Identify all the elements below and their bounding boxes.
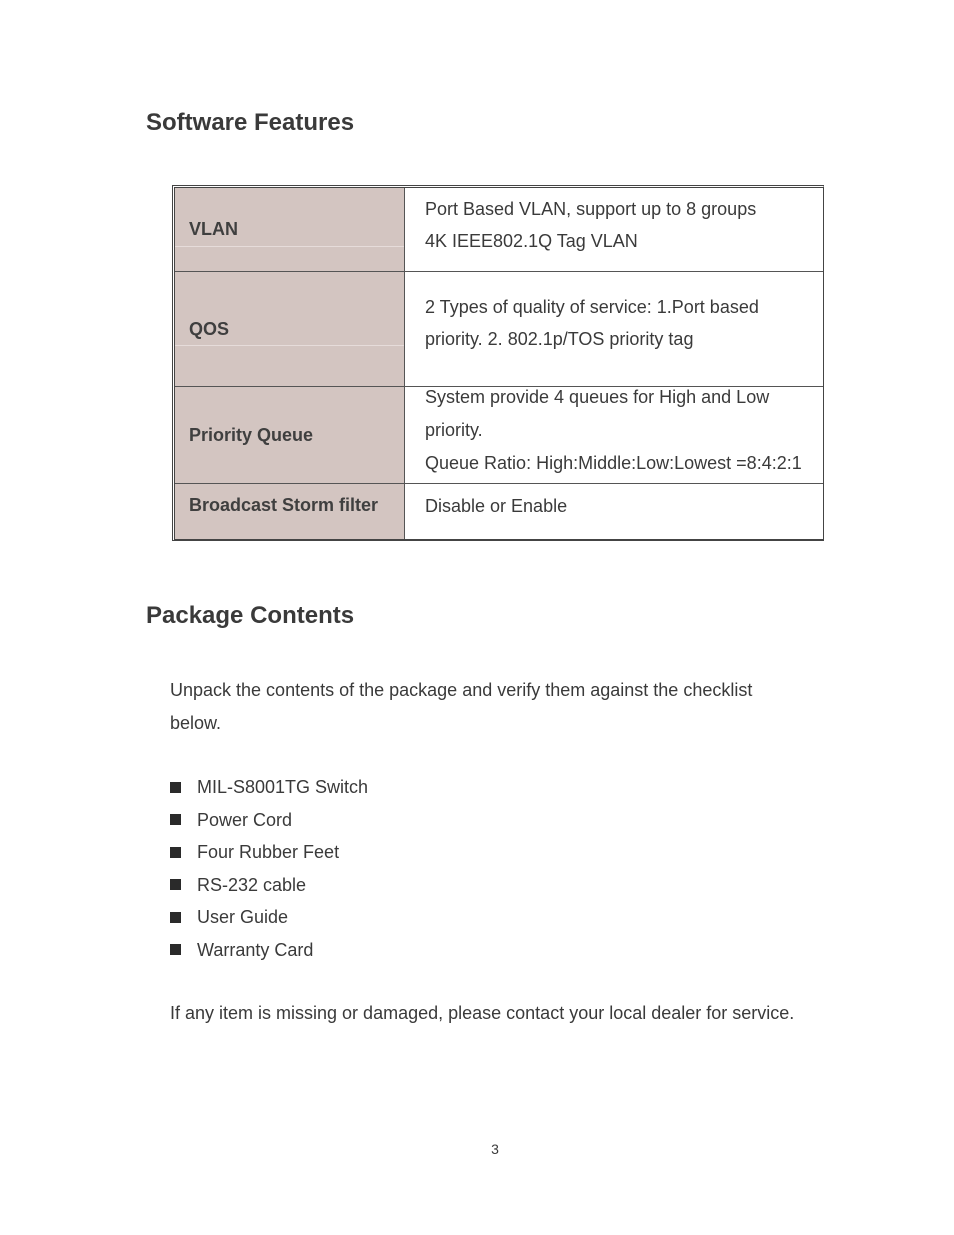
feature-description xyxy=(405,484,823,539)
list-item xyxy=(170,804,368,837)
feature-name xyxy=(175,387,405,483)
list-item-text: Power Cord xyxy=(197,809,293,830)
description-line: priority. 2. 802.1p/TOS priority tag xyxy=(425,329,694,349)
description-line: 4K IEEE802.1Q Tag VLAN xyxy=(425,231,638,251)
list-item-text: MIL-S8001TG Switch xyxy=(197,777,369,797)
list-item-text: User Guide xyxy=(197,907,289,927)
package-checklist xyxy=(170,771,368,966)
description-line: Disable or Enable xyxy=(425,496,568,516)
paragraph-line: below. xyxy=(170,713,222,733)
description-line: 2 Types of quality of service: 1.Port based xyxy=(425,297,759,317)
feature-name xyxy=(175,188,405,271)
feature-description xyxy=(405,381,823,483)
feature-description xyxy=(405,188,823,271)
package-contents-heading: Package Contents xyxy=(146,602,355,629)
feature-name-text: QOS xyxy=(189,318,230,339)
square-bullet-icon xyxy=(170,782,181,793)
list-item-text: RS-232 cable xyxy=(197,874,307,895)
description-line: Queue Ratio: High:Middle:Low:Lowest =8:4:2:1 xyxy=(425,453,802,473)
cell-divider xyxy=(175,345,404,346)
list-item xyxy=(170,934,368,967)
square-bullet-icon xyxy=(170,912,181,923)
square-bullet-icon xyxy=(170,847,181,858)
software-features-heading: Software Features xyxy=(146,109,355,136)
cell-divider xyxy=(175,246,404,247)
description-line: priority. xyxy=(425,420,483,440)
description-line: Port Based VLAN, support up to 8 groups xyxy=(425,199,757,219)
table-row xyxy=(175,188,823,272)
table-row xyxy=(175,272,823,387)
list-item-text: Four Rubber Feet xyxy=(197,842,340,862)
square-bullet-icon xyxy=(170,944,181,955)
list-item xyxy=(170,771,368,804)
feature-name xyxy=(175,484,405,539)
list-item xyxy=(170,836,368,869)
package-intro-paragraph xyxy=(170,674,810,740)
feature-name-text: VLAN xyxy=(189,219,238,239)
page-number: 3 xyxy=(491,1141,499,1157)
square-bullet-icon xyxy=(170,814,181,825)
description-line: System provide 4 queues for High and Low xyxy=(425,387,770,407)
list-item xyxy=(170,869,368,902)
list-item xyxy=(170,901,368,934)
feature-name-text: Priority Queue xyxy=(189,424,314,445)
feature-name-text: Broadcast Storm filter xyxy=(189,495,379,515)
feature-name xyxy=(175,272,405,386)
square-bullet-icon xyxy=(170,879,181,890)
table-row xyxy=(175,387,823,484)
table-row xyxy=(175,484,823,539)
feature-description xyxy=(405,272,823,386)
list-item-text: Warranty Card xyxy=(197,939,314,960)
paragraph-line: Unpack the contents of the package and verify them against the checklist xyxy=(170,680,753,700)
software-features-table xyxy=(172,185,824,541)
package-closing-paragraph: If any item is missing or damaged, please contact your local dealer for service. xyxy=(170,1003,795,1023)
